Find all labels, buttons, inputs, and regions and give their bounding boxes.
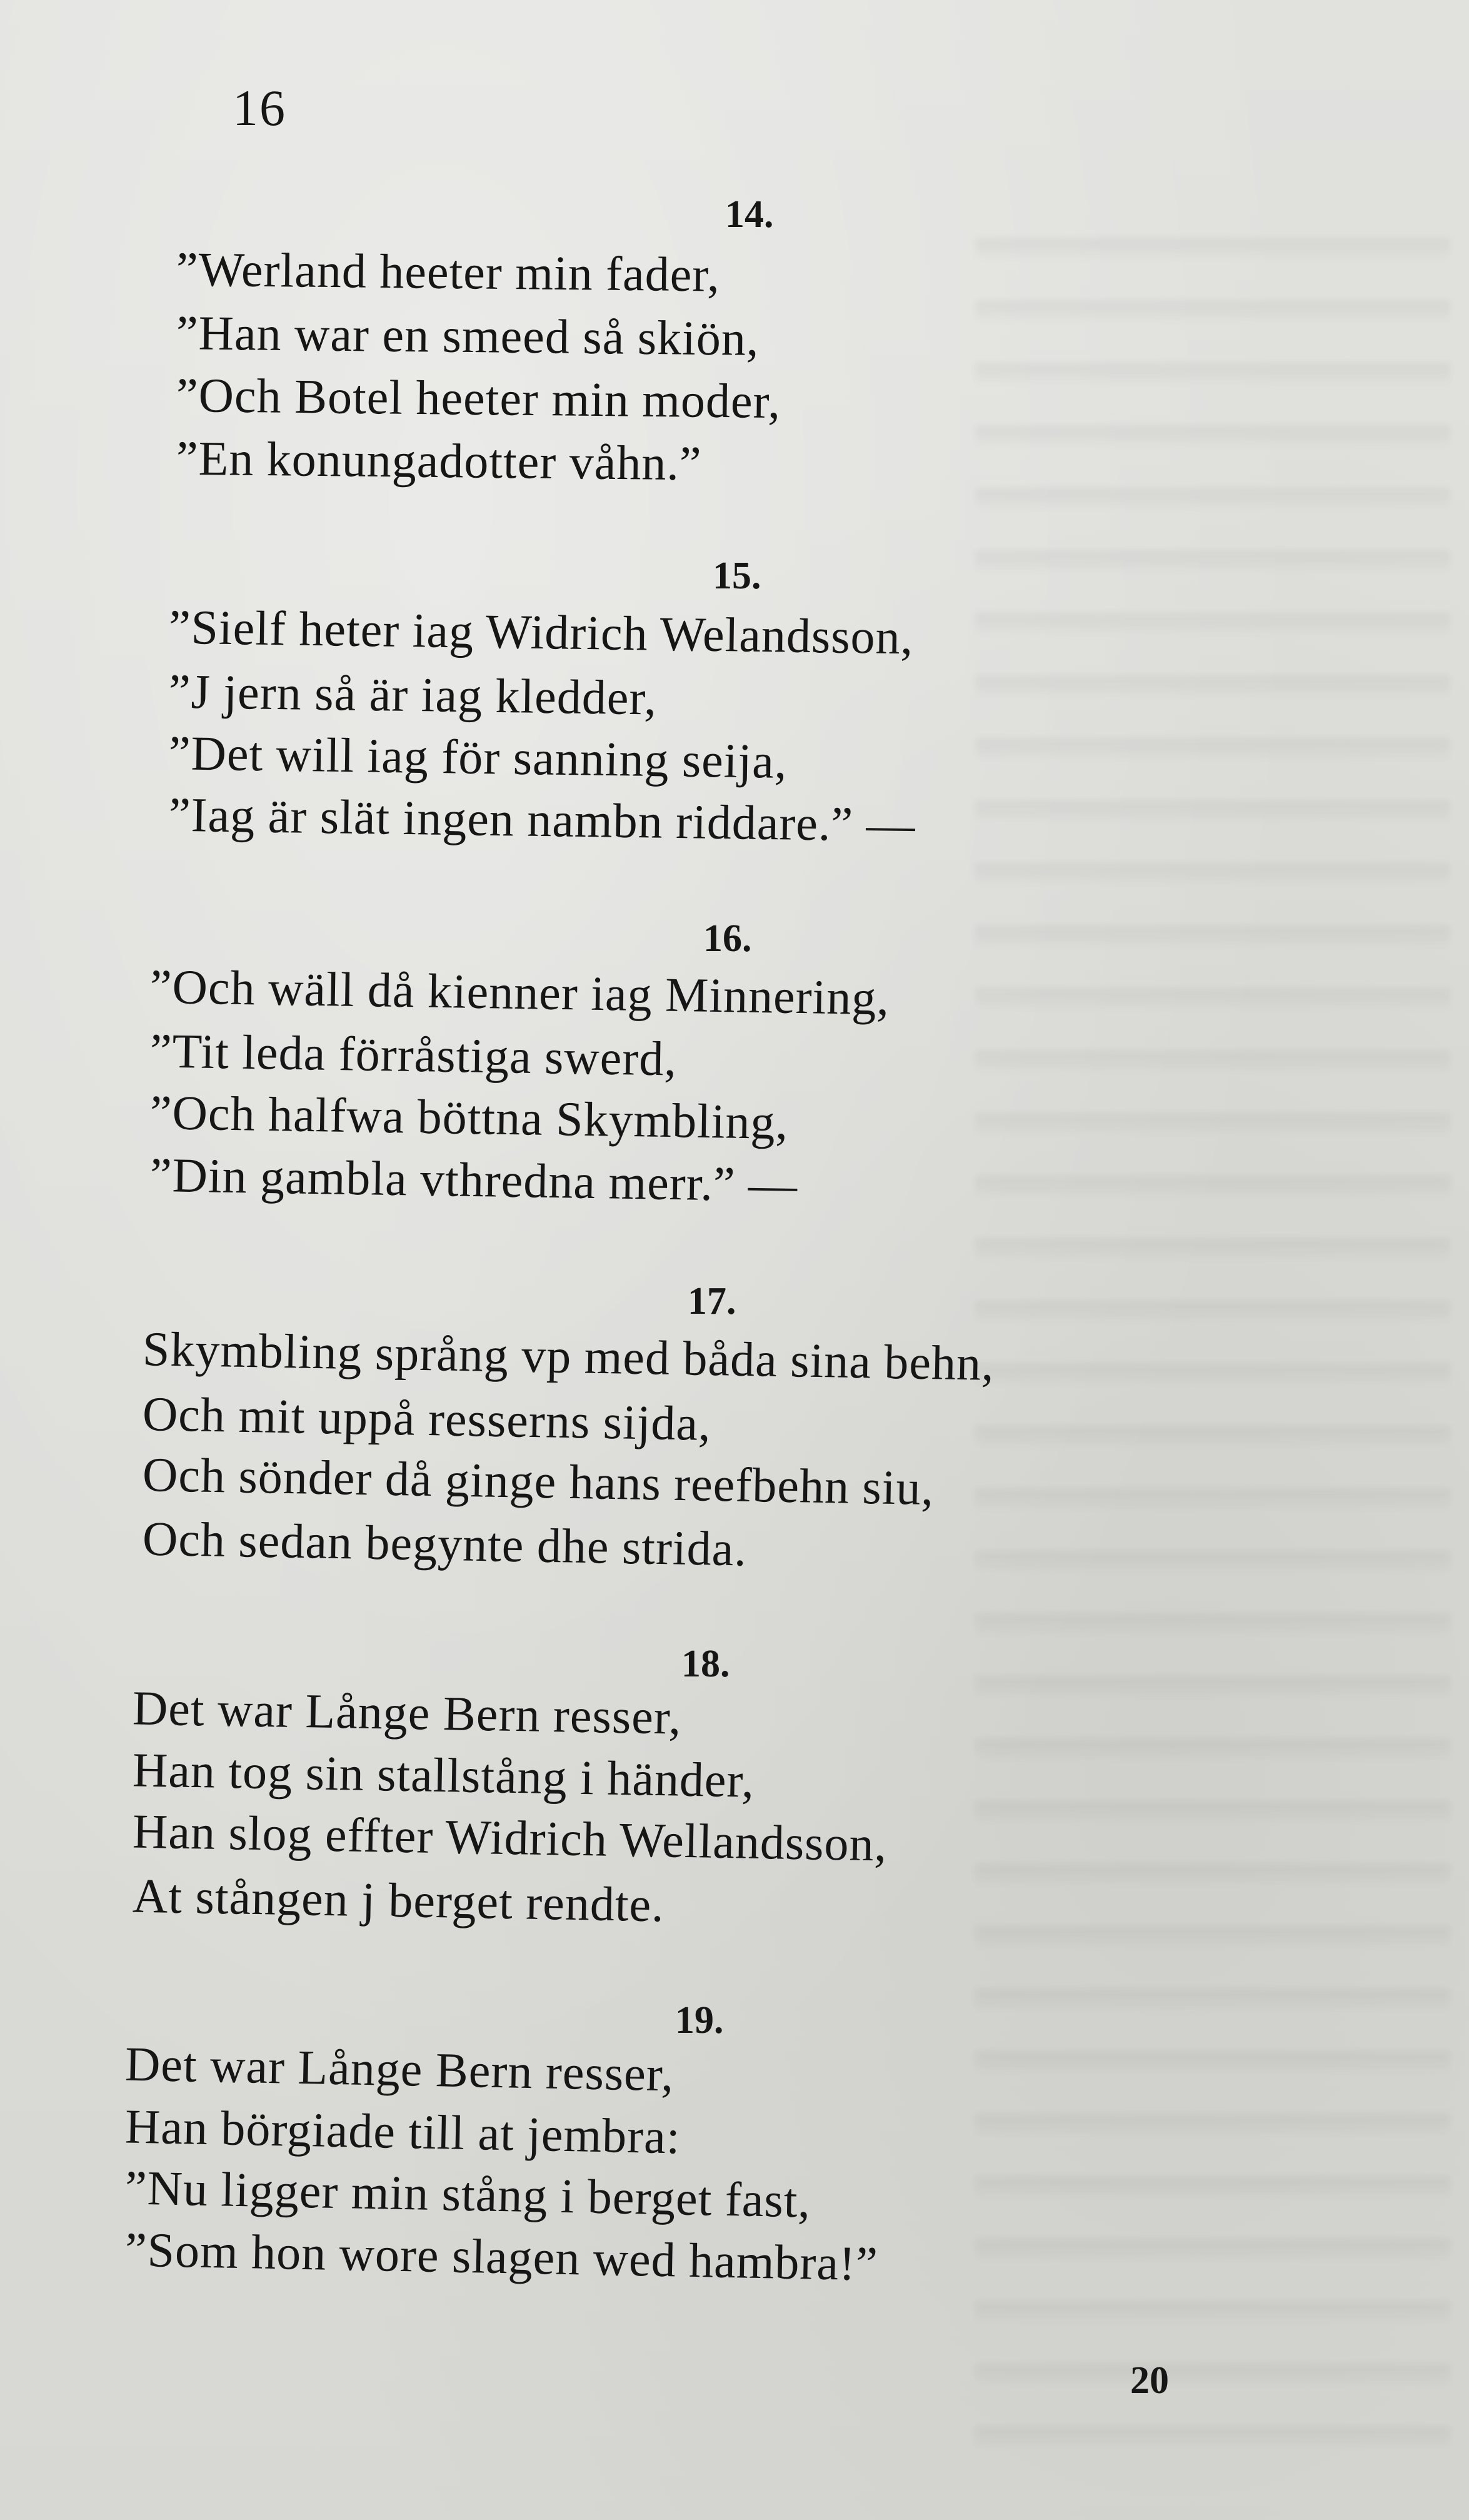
- verse-line: Det war Långe Bern resser,: [132, 1680, 683, 1745]
- stanza-number-15: 15.: [713, 555, 761, 597]
- stanza-number-18: 18.: [681, 1643, 730, 1685]
- stanza-number-17: 17.: [688, 1280, 736, 1323]
- verse-line: ”Och halfwa böttna Skymbling,: [149, 1084, 789, 1150]
- verse-line: Han slog effter Widrich Wellandsson,: [132, 1803, 888, 1872]
- verse-line: Han tog sin stallstång i händer,: [132, 1742, 755, 1808]
- stanza-number-16: 16.: [703, 917, 752, 960]
- verse-line: ”J jern så är iag kledder,: [168, 663, 658, 725]
- stanza-number-19: 19.: [675, 1999, 724, 2042]
- stanza-number-14: 14.: [725, 193, 774, 236]
- verse-line: Skymbling språng vp med båda sina behn,: [142, 1321, 995, 1391]
- verse-line: ”Som hon wore slagen wed hambra!”: [124, 2222, 879, 2291]
- verse-line: ”Din gambla vthredna merr.” —: [149, 1147, 798, 1212]
- bleed-through-text: [975, 200, 1450, 2451]
- verse-line: ”Werland heeter min fader,: [176, 241, 721, 302]
- verse-line: ”Tit leda förråstiga swerd,: [149, 1023, 678, 1086]
- verse-line: Han börgiade till at jembra:: [124, 2099, 681, 2164]
- verse-line: Det war Långe Bern resser,: [124, 2036, 675, 2102]
- page-number: 16: [233, 79, 286, 136]
- verse-line: ”En konungadotter våhn.”: [176, 430, 703, 491]
- verse-line: Och sedan begynte dhe strida.: [142, 1511, 748, 1576]
- signature-mark: 20: [1130, 2359, 1169, 2402]
- verse-line: At stången j berget rendte.: [132, 1868, 665, 1932]
- verse-line: ”Och Botel heeter min moder,: [176, 367, 781, 429]
- verse-line: ”Sielf heter iag Widrich Welandsson,: [168, 599, 914, 665]
- verse-line: ”Han war en smeed så skiön,: [176, 305, 760, 366]
- verse-line: ”Iag är slät ingen nambn riddare.” —: [168, 787, 916, 852]
- verse-line: ”Nu ligger min stång i berget fast,: [124, 2160, 811, 2228]
- verse-line: Och sönder då ginge hans reefbehn siu,: [142, 1446, 935, 1516]
- verse-line: ”Och wäll då kienner iag Minnering,: [149, 959, 890, 1026]
- verse-line: Och mit uppå resserns sijda,: [142, 1386, 712, 1451]
- verse-line: ”Det will iag för sanning seija,: [168, 725, 788, 789]
